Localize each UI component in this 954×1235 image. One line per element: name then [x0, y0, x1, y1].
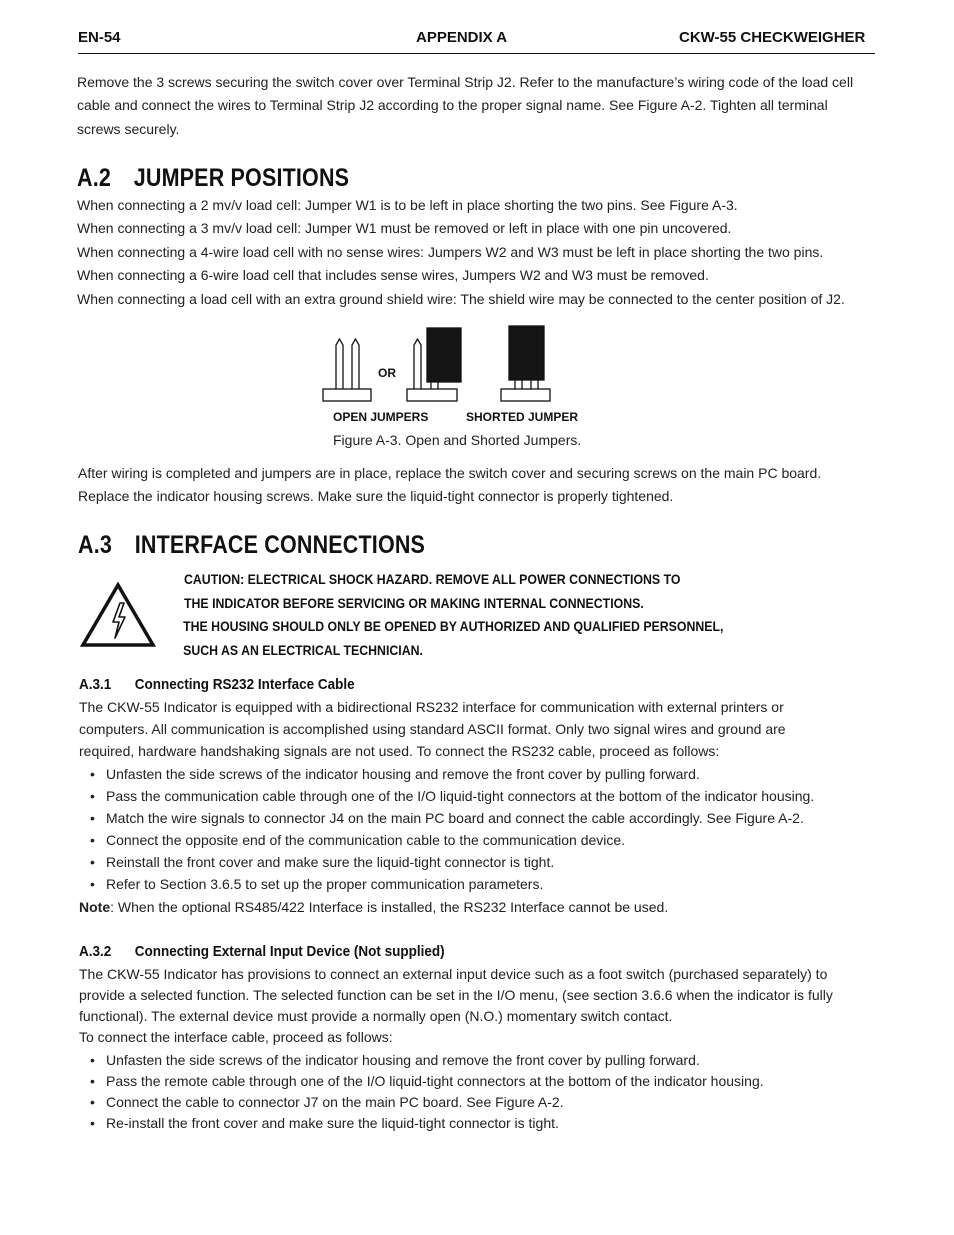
- intro-line: cable and connect the wires to Terminal Strip J2 according to the proper signal name. See Figure A-2. Tighten all terminal: [77, 97, 828, 114]
- after-wiring-paragraph: [78, 462, 821, 509]
- jumper-figure: [315, 322, 555, 404]
- section-title: INTERFACE CONNECTIONS: [134, 531, 426, 559]
- bullet-icon: •: [90, 810, 95, 826]
- subsection-number: A.3.2: [79, 943, 112, 960]
- rs232-steps: [90, 763, 814, 895]
- list-item: • Unfasten the side screws of the indicator housing and remove the front cover by pulling forward.: [90, 1049, 764, 1070]
- list-item: • Pass the communication cable through one of the I/O liquid-tight connectors at the bottom of the indicator housing.: [90, 785, 814, 807]
- figure-shorted-label: SHORTED JUMPER: [466, 410, 579, 424]
- bullet-icon: •: [90, 1052, 95, 1068]
- intro-paragraph: [77, 71, 853, 141]
- subsection-number: A.3.1: [79, 676, 112, 693]
- external-input-line: To connect the interface cable, proceed as follows:: [79, 1029, 393, 1045]
- list-item: • Pass the remote cable through one of the I/O liquid-tight connectors at the bottom of the indicator housing.: [90, 1070, 764, 1091]
- external-input-paragraph: [79, 964, 833, 1048]
- bullet-icon: •: [90, 832, 95, 848]
- external-input-line: provide a selected function. The selected function can be set in the I/O menu, (see section 3.6.6 when the indicator is fully: [79, 987, 833, 1003]
- caution-line: THE HOUSING SHOULD ONLY BE OPENED BY AUTHORIZED AND QUALIFIED PERSONNEL,: [183, 618, 724, 634]
- rs232-line: The CKW-55 Indicator is equipped with a bidirectional RS232 interface for communication with external printers or: [79, 699, 784, 715]
- jumper-paragraph: [77, 194, 845, 311]
- note-text: : When the optional RS485/422 Interface is installed, the RS232 Interface cannot be used.: [110, 899, 669, 915]
- list-item: • Connect the cable to connector J7 on the main PC board. See Figure A-2.: [90, 1091, 764, 1112]
- rs232-paragraph: [79, 696, 786, 762]
- section-heading-a2: [77, 164, 349, 193]
- jumper-line: When connecting a 6-wire load cell that includes sense wires, Jumpers W2 and W3 must be removed.: [77, 267, 709, 284]
- section-heading-a3: [78, 531, 425, 560]
- after-wiring-line: Replace the indicator housing screws. Make sure the liquid-tight connector is properly tightened.: [78, 488, 674, 505]
- header-section: APPENDIX A: [416, 29, 508, 46]
- list-item: • Reinstall the front cover and make sure the liquid-tight connector is tight.: [90, 851, 814, 873]
- list-item: • Match the wire signals to connector J4 on the main PC board and connect the cable accordingly. See Figure A-2.: [90, 807, 814, 829]
- jumper-line: When connecting a load cell with an extra ground shield wire: The shield wire may be connected to the center position of J2.: [77, 290, 845, 307]
- external-input-steps: [90, 1049, 764, 1133]
- list-item: • Re-install the front cover and make sure the liquid-tight connector is tight.: [90, 1112, 764, 1133]
- list-item: • Unfasten the side screws of the indicator housing and remove the front cover by pulling forward.: [90, 763, 814, 785]
- list-item: • Connect the opposite end of the communication cable to the communication device.: [90, 829, 814, 851]
- bullet-icon: •: [90, 766, 95, 782]
- subsection-heading-a31: [79, 676, 355, 693]
- caution-line: THE INDICATOR BEFORE SERVICING OR MAKING INTERNAL CONNECTIONS.: [184, 594, 644, 611]
- subsection-title: Connecting External Input Device (Not supplied): [134, 943, 445, 960]
- after-wiring-line: After wiring is completed and jumpers are in place, replace the switch cover and securing screws on the main PC board.: [78, 465, 822, 481]
- bullet-icon: •: [90, 854, 95, 870]
- section-title: JUMPER POSITIONS: [133, 164, 350, 192]
- header-rule: [78, 53, 875, 54]
- open-jumper-diagram: [323, 339, 371, 401]
- jumper-line: When connecting a 4-wire load cell with no sense wires: Jumpers W2 and W3 must be left in place shorting the two pins.: [77, 243, 824, 260]
- list-item: • Refer to Section 3.6.5 to set up the proper communication parameters.: [90, 873, 814, 895]
- shorted-jumper-diagram: [501, 326, 550, 401]
- rs232-line: required, hardware handshaking signals are not used. To connect the RS232 cable, proceed as follows:: [79, 743, 720, 759]
- figure-or-label: OR: [378, 366, 396, 380]
- intro-line: screws securely.: [77, 120, 180, 137]
- bullet-icon: •: [90, 1115, 95, 1131]
- external-input-line: functional). The external device must provide a normally open (N.O.) momentary switch contact.: [79, 1008, 673, 1024]
- intro-line: Remove the 3 screws securing the switch cover over Terminal Strip J2. Refer to the manufacture’s wiring code of the load cell: [77, 74, 854, 90]
- note-label: Note: [79, 899, 111, 915]
- bullet-icon: •: [90, 1073, 95, 1089]
- jumper-line: When connecting a 3 mv/v load cell: Jumper W1 must be removed or left in place with one pin uncovered.: [77, 220, 732, 237]
- figure-caption: Figure A-3. Open and Shorted Jumpers.: [333, 432, 582, 448]
- caution-block: [184, 571, 723, 665]
- subsection-title: Connecting RS232 Interface Cable: [134, 676, 355, 693]
- subsection-heading-a32: [79, 943, 445, 960]
- jumper-line: When connecting a 2 mv/v load cell: Jumper W1 is to be left in place shorting the two pins. See Figure A-3.: [77, 197, 738, 213]
- electrical-hazard-icon: [80, 582, 156, 648]
- partial-jumper-diagram: [407, 328, 461, 401]
- caution-line: CAUTION: ELECTRICAL SHOCK HAZARD. REMOVE ALL POWER CONNECTIONS TO: [184, 571, 681, 587]
- bullet-icon: •: [90, 1094, 95, 1110]
- header-product: CKW-55 CHECKWEIGHER: [679, 29, 866, 46]
- section-number: A.3: [78, 531, 112, 559]
- external-input-line: The CKW-55 Indicator has provisions to connect an external input device such as a foot switch (purchased separately) to: [79, 966, 828, 982]
- figure-open-label: OPEN JUMPERS: [333, 410, 429, 424]
- bullet-icon: •: [90, 788, 95, 804]
- rs232-note: [79, 896, 668, 919]
- page-number: EN-54: [78, 29, 121, 46]
- section-number: A.2: [77, 164, 111, 192]
- rs232-line: computers. All communication is accomplished using standard ASCII format. Only two signal wires and ground are: [79, 721, 786, 737]
- bullet-icon: •: [90, 876, 95, 892]
- caution-line: SUCH AS AN ELECTRICAL TECHNICIAN.: [183, 641, 423, 658]
